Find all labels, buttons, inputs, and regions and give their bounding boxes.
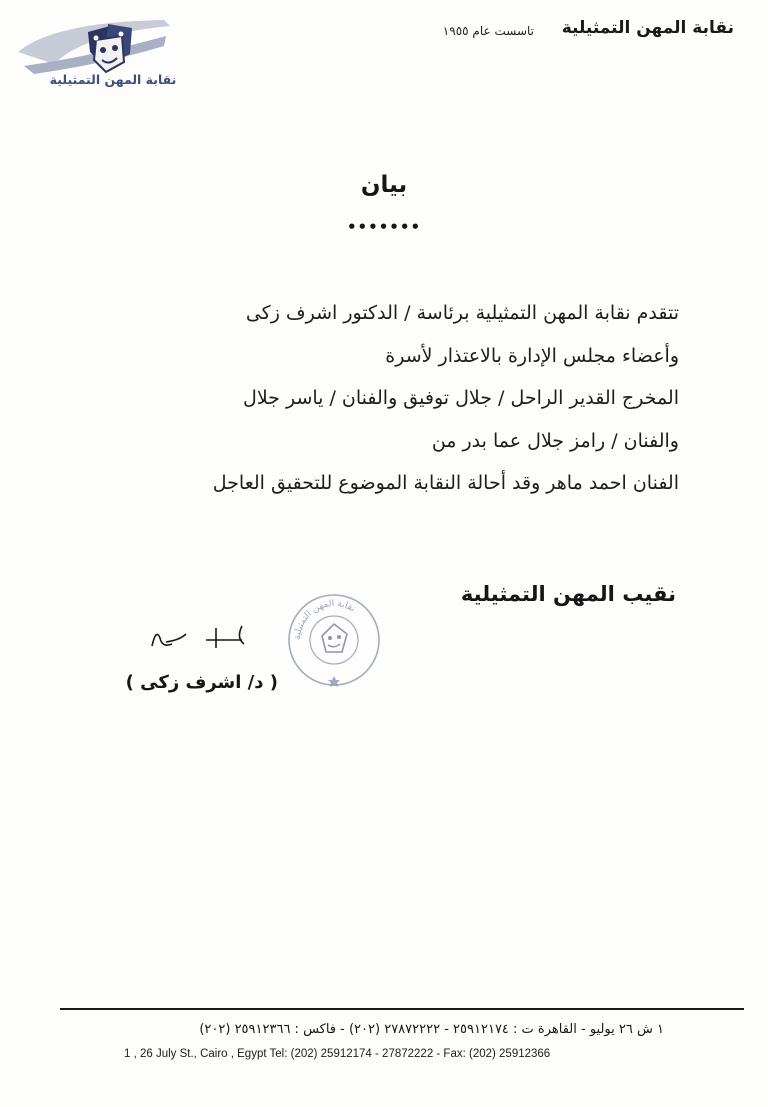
body-line: الفنان احمد ماهر وقد أحالة النقابة الموضوع للتحقيق العاجل: [212, 472, 679, 494]
handwritten-signature: [146, 618, 266, 662]
signature-icon: [146, 618, 266, 658]
footer-arabic-address: ١ ش ٢٦ يوليو - القاهرة ت : ٢٥٩١٢١٧٤ - ٢٧٨٧٢٢٢٢ (٢٠٢) - فاكس : ٢٥٩١٢٣٦٦ (٢٠٢): [199, 1022, 664, 1037]
signatory-name: ( د/ اشرف زكى ): [125, 672, 278, 693]
body-line: وأعضاء مجلس الإدارة بالاعتذار لأسرة: [385, 344, 679, 367]
footer-english-address: 1 , 26 July St., Cairo , Egypt Tel: (202) 25912174 - 27872222 - Fax: (202) 25912366: [124, 1048, 551, 1060]
official-stamp: [284, 590, 384, 694]
logo-caption: نقابة المهن التمثيلية: [49, 72, 177, 87]
svg-text:نقابة المهن التمثيلية: نقابة المهن التمثيلية: [292, 598, 357, 641]
body-line: تتقدم نقابة المهن التمثيلية برئاسة / الدكتور اشرف زكى: [245, 302, 679, 324]
signature-title: نقيب المهن التمثيلية: [460, 582, 676, 606]
header-organization: نقابة المهن التمثيلية: [561, 18, 734, 38]
statement-body: [92, 292, 679, 505]
syndicate-logo: [14, 12, 177, 96]
header-established: تاسست عام ١٩٥٥: [442, 24, 534, 38]
footer-divider: [60, 1008, 744, 1010]
document-title: بيان: [360, 172, 408, 198]
stamp-seal-icon: [284, 590, 384, 690]
body-line: المخرج القدير الراحل / جلال توفيق والفنان / ياسر جلال: [243, 387, 679, 409]
title-separator: •••••••: [346, 218, 422, 236]
body-line: والفنان / رامز جلال عما بدر من: [431, 429, 679, 452]
